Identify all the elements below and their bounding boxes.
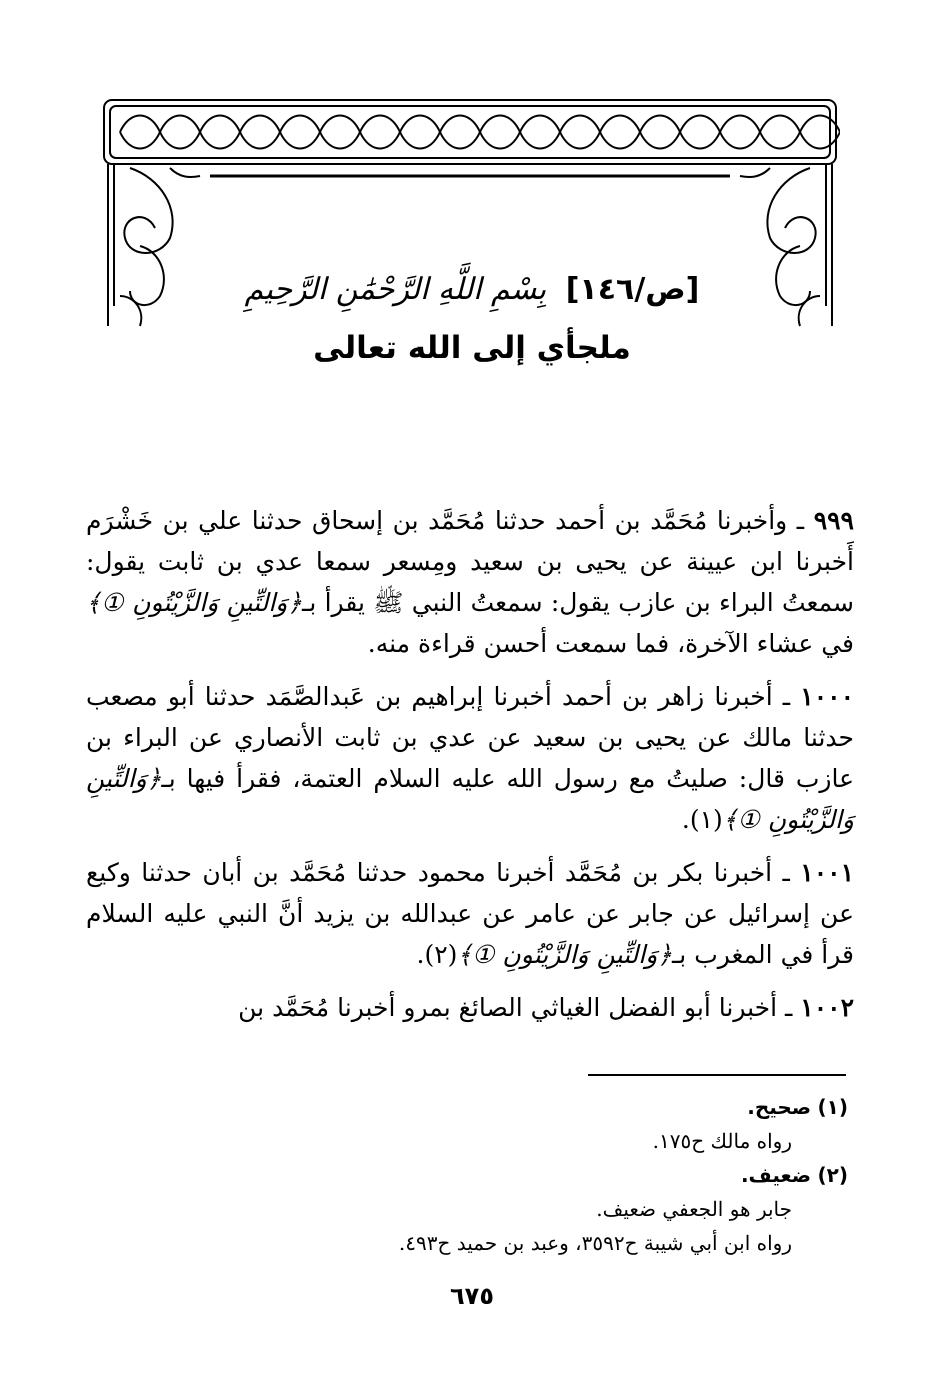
- footnote-marker: (٢): [817, 1163, 848, 1187]
- hadith-number: ١٠٠١: [800, 858, 854, 887]
- heading-line: [180, 272, 764, 307]
- ornamental-frame: [100, 96, 840, 346]
- footnote-line: رواه ابن أبي شيبة ح٣٥٩٢، وعبد بن حميد ح٤٩٣.: [398, 1231, 792, 1255]
- footnote-line: رواه مالك ح١٧٥.: [652, 1129, 792, 1153]
- hadith-number: ١٠٠٢: [800, 993, 854, 1022]
- paragraph-text: ـ أخبرنا بكر بن مُحَمَّد أخبرنا محمود حدثنا مُحَمَّد بن أبان حدثنا وكيع عن إسرائيل عن جابر عن عامر عن عبدالله بن يزيد أنَّ النبي عليه السلام قرأ في المغرب بـ: [86, 858, 854, 969]
- quran-verse: ﴿وَالتِّينِ وَالزَّيْتُونِ ①﴾: [86, 588, 303, 617]
- page-reference: [ص/١٤٦]: [565, 272, 700, 307]
- paragraph: [86, 987, 854, 1028]
- paragraph: [86, 852, 854, 975]
- footnote: [300, 1090, 848, 1158]
- paragraph-text: ـ أخبرنا زاهر بن أحمد أخبرنا إبراهيم بن عَبدالصَّمَد حدثنا أبو مصعب حدثنا مالك عن يحيى بن سعيد عن عدي بن ثابت الأنصاري عن البراء بن عازب قال: صليتُ مع رسول الله عليه السلام العتمة، فقرأ فيها بـ: [86, 682, 854, 793]
- paragraph-text: ـ أخبرنا أبو الفضل الغياثي الصائغ بمرو أخبرنا مُحَمَّد بن: [238, 993, 801, 1022]
- chapter-title: ملجأي إلى الله تعالى: [313, 330, 631, 366]
- footnote-line: جابر هو الجعفي ضعيف.: [596, 1197, 792, 1221]
- paragraph: [86, 500, 854, 664]
- hadith-number: ١٠٠٠: [800, 682, 854, 711]
- footnotes: [300, 1090, 848, 1260]
- paragraph-tail: (٢).: [416, 940, 458, 969]
- body-text: [86, 500, 854, 1040]
- footnote-heading: ضعيف.: [740, 1163, 812, 1187]
- footnote-heading: صحيح.: [747, 1095, 812, 1119]
- footnote-marker: (١): [817, 1095, 848, 1119]
- hadith-number: ٩٩٩: [813, 506, 854, 535]
- paragraph-tail: (١).: [681, 805, 723, 834]
- paragraph-text: ـ وأخبرنا مُحَمَّد بن أحمد حدثنا مُحَمَّد بن إسحاق حدثنا علي بن خَشْرَم أَخبرنا ابن عيينة عن يحيى بن سعيد ومِسعر سمعا عدي بن ثابت يقول: سمعتُ البراء بن عازب يقول: سمعتُ النبي ﷺ يقرأ بـ: [86, 506, 854, 617]
- footnote: [300, 1158, 848, 1260]
- quran-verse: ﴿وَالتِّينِ وَالزَّيْتُونِ ①﴾: [457, 940, 672, 969]
- page-number: ٦٧٥: [450, 1282, 494, 1310]
- footnote-separator: [588, 1074, 846, 1076]
- basmala: بِسْمِ اللَّهِ الرَّحْمَٰنِ الرَّحِيمِ: [244, 272, 547, 307]
- paragraph-tail: في عشاء الآخرة، فما سمعت أحسن قراءة منه.: [367, 629, 854, 658]
- paragraph: [86, 676, 854, 840]
- quran-verse: ﴿وَالتِّينِ وَالزَّيْتُونِ ①﴾: [86, 764, 854, 834]
